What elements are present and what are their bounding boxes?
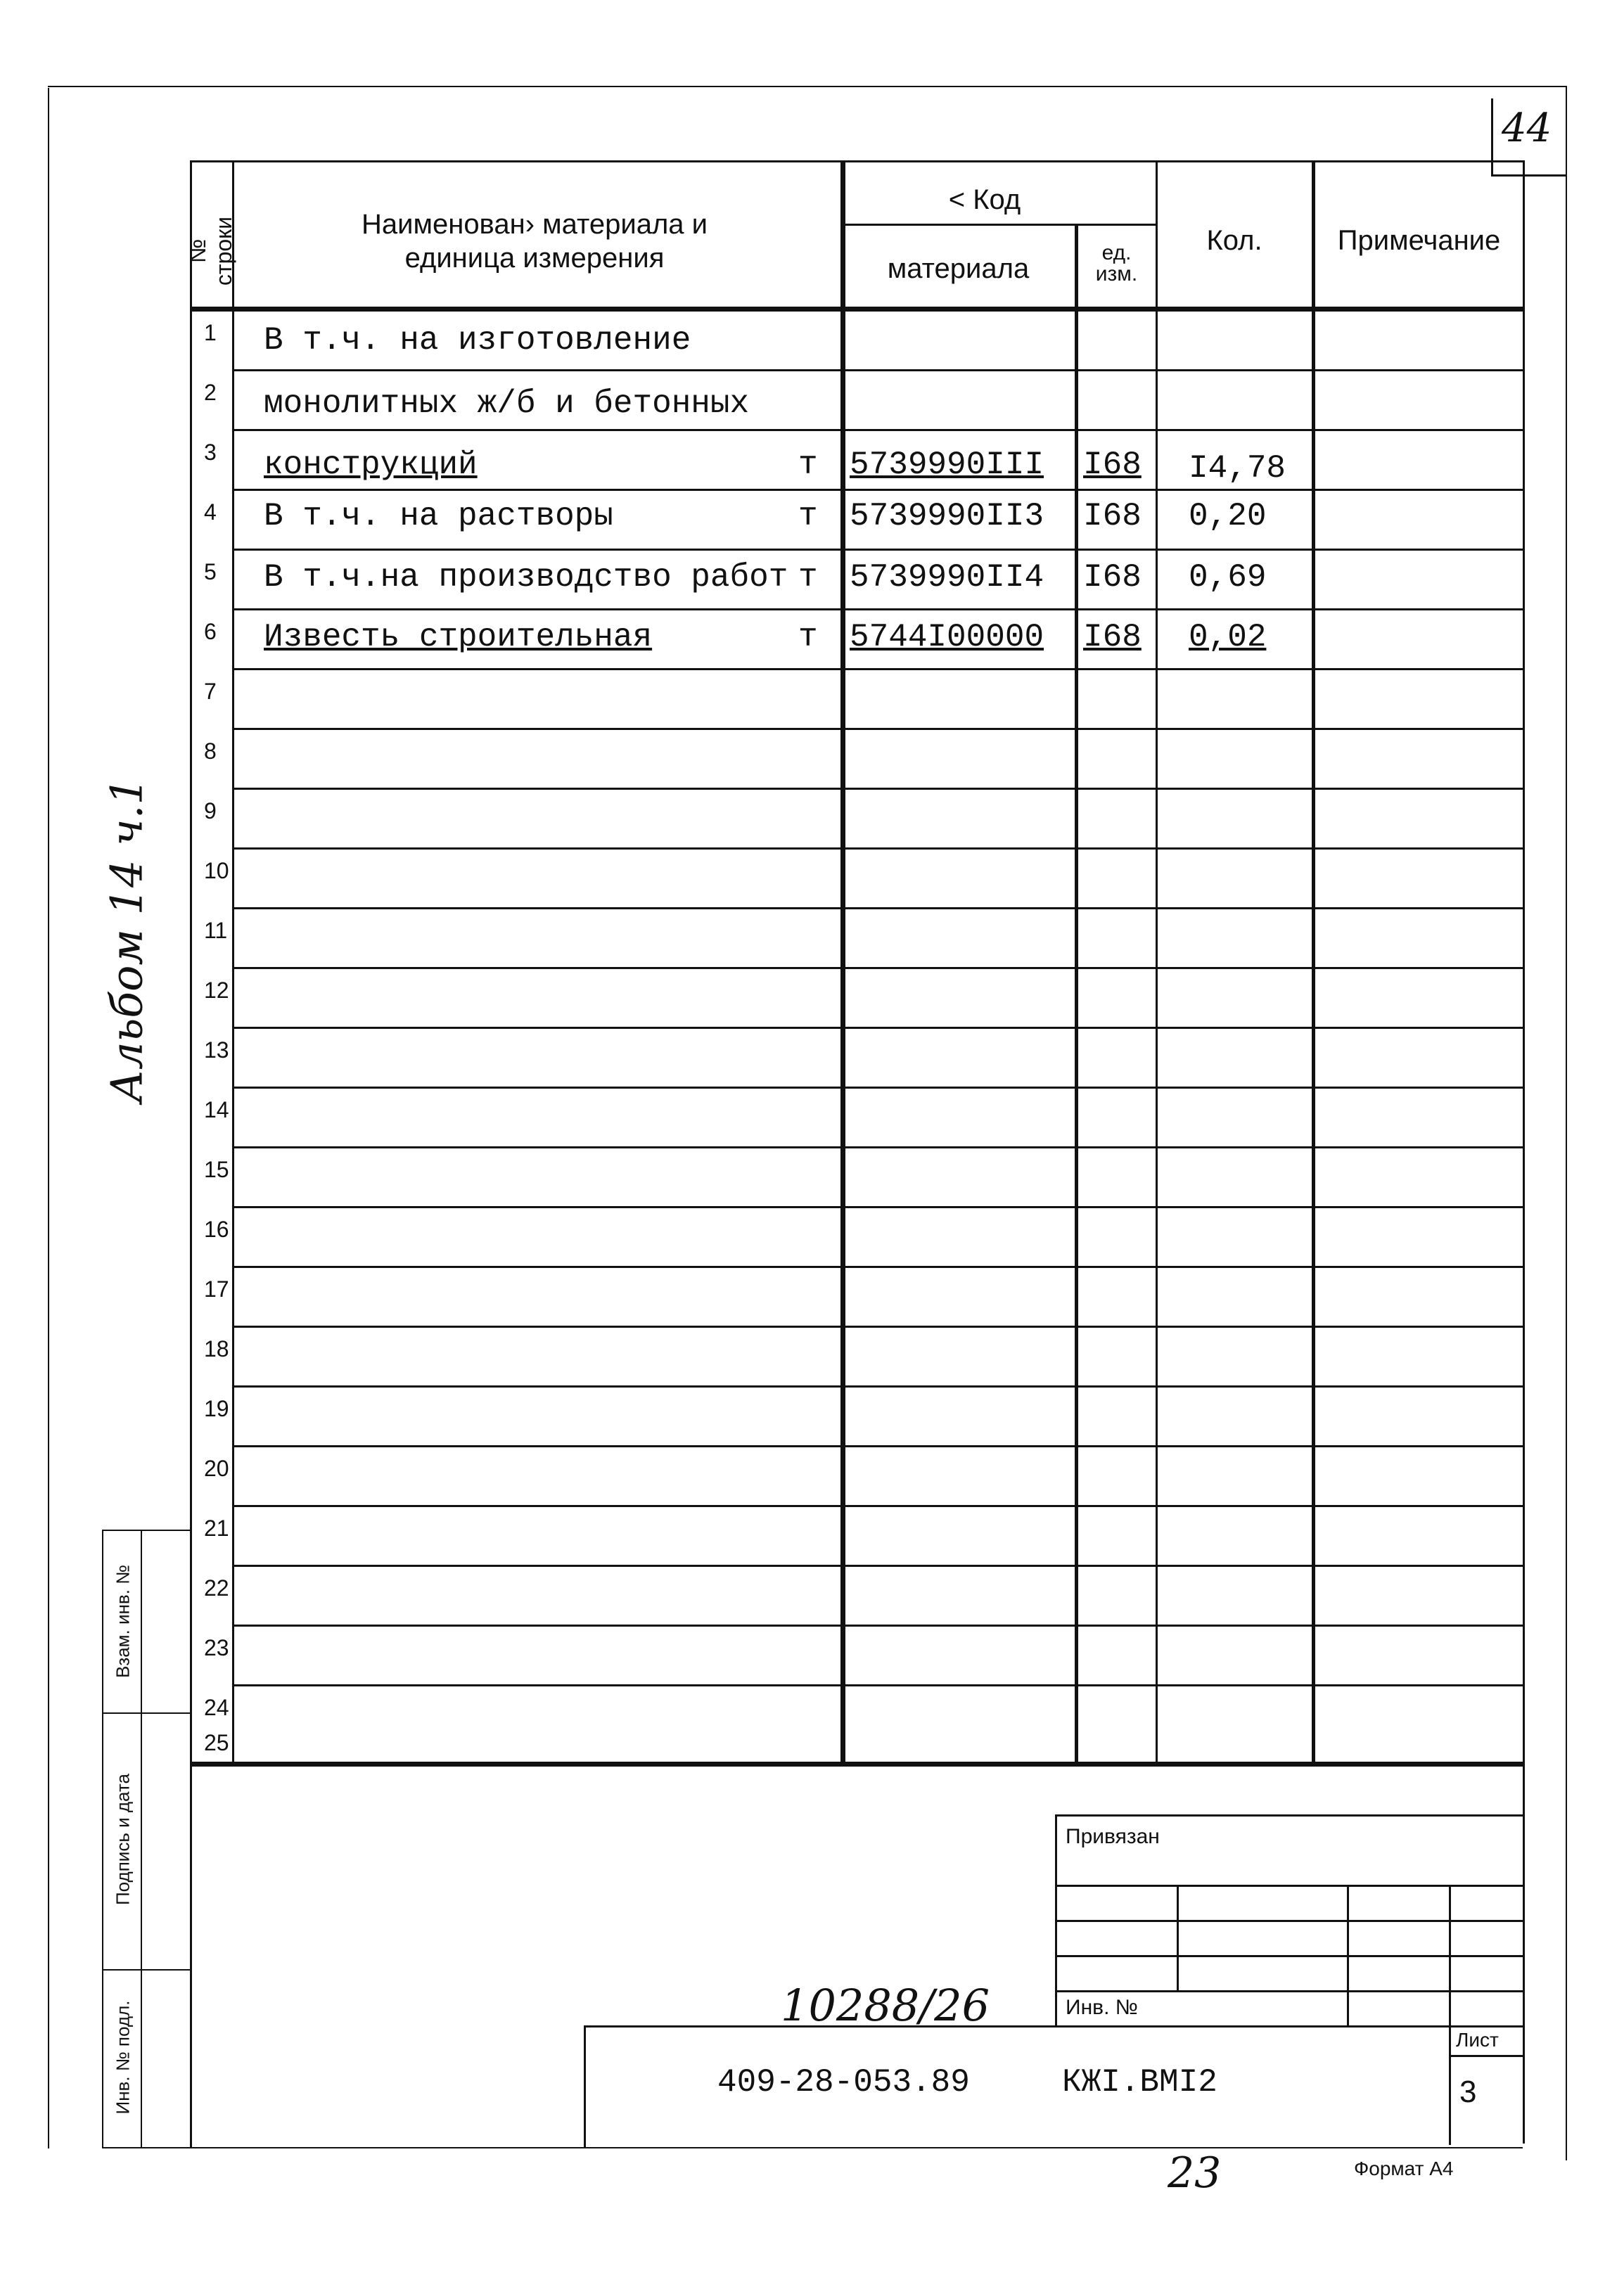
format-label: Формат А4 [1354, 2158, 1454, 2179]
frame-right [1566, 86, 1567, 2160]
row-number: 20 [204, 1456, 229, 1481]
table-right-border [1523, 160, 1525, 2144]
stamp-inv-no: Инв. № [1066, 1996, 1138, 2019]
margin-label-podpis: Подпись и дата [112, 1774, 134, 1906]
header-note: Примечание [1337, 225, 1501, 256]
row-number: 15 [204, 1157, 229, 1182]
row-number: 18 [204, 1336, 229, 1362]
row-name: конструкций [264, 447, 478, 483]
row-name: Известь строительная [264, 619, 653, 655]
row-number: 5 [204, 559, 217, 584]
row-code: 5744I00000 [850, 619, 1044, 655]
row-number: 16 [204, 1217, 229, 1242]
row-number: 8 [204, 738, 217, 764]
row-number: 1 [204, 320, 217, 345]
page-number-box [1491, 98, 1493, 176]
rownum-col-border [232, 160, 234, 1764]
code-col-border [840, 160, 845, 1764]
row-qty: 0,02 [1189, 619, 1267, 655]
header-code: < Код [948, 184, 1021, 215]
row-number: 14 [204, 1097, 229, 1122]
row-unit-code: I68 [1083, 447, 1142, 483]
row-qty: 0,69 [1189, 559, 1267, 596]
row-number: 6 [204, 619, 217, 644]
row-unit: т [798, 447, 818, 483]
row-unit-code: I68 [1083, 619, 1142, 655]
row-code: 5739990III [850, 447, 1044, 483]
row-qty: I4,78 [1189, 450, 1286, 487]
row-number: 25 [204, 1730, 229, 1755]
row-number: 12 [204, 978, 229, 1003]
page-number: 44 [1502, 105, 1552, 151]
table-bottom-border [190, 1762, 1523, 1767]
row-number: 17 [204, 1276, 229, 1302]
row-unit: т [798, 559, 818, 596]
stamp-doc-code: 409-28-053.89 [717, 2064, 970, 2101]
header-code-material: материала [887, 253, 1030, 284]
row-number: 9 [204, 798, 217, 824]
bottom-page-number: 23 [1168, 2148, 1222, 2198]
row-name: В т.ч.на производство работ [264, 559, 788, 596]
row-number: 10 [204, 858, 229, 883]
unit-col-border [1075, 224, 1078, 1764]
row-name: монолитных ж/б и бетонных [264, 385, 750, 422]
handwritten-reg-number: 10288/26 [781, 1980, 990, 2031]
stamp-privyazan: Привязан [1066, 1825, 1160, 1848]
row-number: 11 [204, 918, 228, 943]
row-number: 23 [204, 1635, 229, 1660]
row-name: В т.ч. на растворы [264, 498, 613, 534]
row-number: 3 [204, 440, 217, 465]
note-col-border [1312, 160, 1315, 1764]
row-name: В т.ч. на изготовление [264, 322, 691, 359]
side-note-album: Альбом 14 ч.1 [101, 777, 153, 1103]
row-unit: т [798, 498, 818, 534]
row-number: 4 [204, 499, 217, 525]
row-number: 2 [204, 380, 217, 405]
row-qty: 0,20 [1189, 498, 1267, 534]
header-qty: Кол. [1206, 225, 1262, 256]
row-number: 13 [204, 1037, 229, 1063]
row-code: 5739990II3 [850, 498, 1044, 534]
row-code: 5739990II4 [850, 559, 1044, 596]
header-code-unit: ед. изм. [1095, 241, 1138, 286]
stamp-sheet-number: 3 [1459, 2075, 1477, 2109]
row-number: 24 [204, 1695, 229, 1720]
stamp-sheet-label: Лист [1456, 2029, 1499, 2051]
row-number: 22 [204, 1575, 229, 1601]
margin-label-vzam: Взам. инв. № [112, 1564, 134, 1679]
frame-left [48, 88, 49, 2148]
table-left-border [190, 160, 192, 2147]
qty-col-border [1156, 160, 1158, 1764]
header-bottom-border [190, 307, 1523, 312]
row-number: 21 [204, 1516, 229, 1541]
stamp-doc-mark: КЖI.ВМI2 [1062, 2064, 1217, 2101]
header-row-no: № строки [185, 216, 236, 286]
row-unit-code: I68 [1083, 498, 1142, 534]
row-number: 19 [204, 1396, 229, 1421]
row-unit: т [798, 619, 818, 655]
row-unit-code: I68 [1083, 559, 1142, 596]
margin-label-inv-podl: Инв. № подл. [112, 2000, 134, 2115]
header-name: Наименован› материала и единица измерения [362, 209, 708, 274]
row-number: 7 [204, 679, 217, 704]
frame-top [48, 86, 1567, 87]
